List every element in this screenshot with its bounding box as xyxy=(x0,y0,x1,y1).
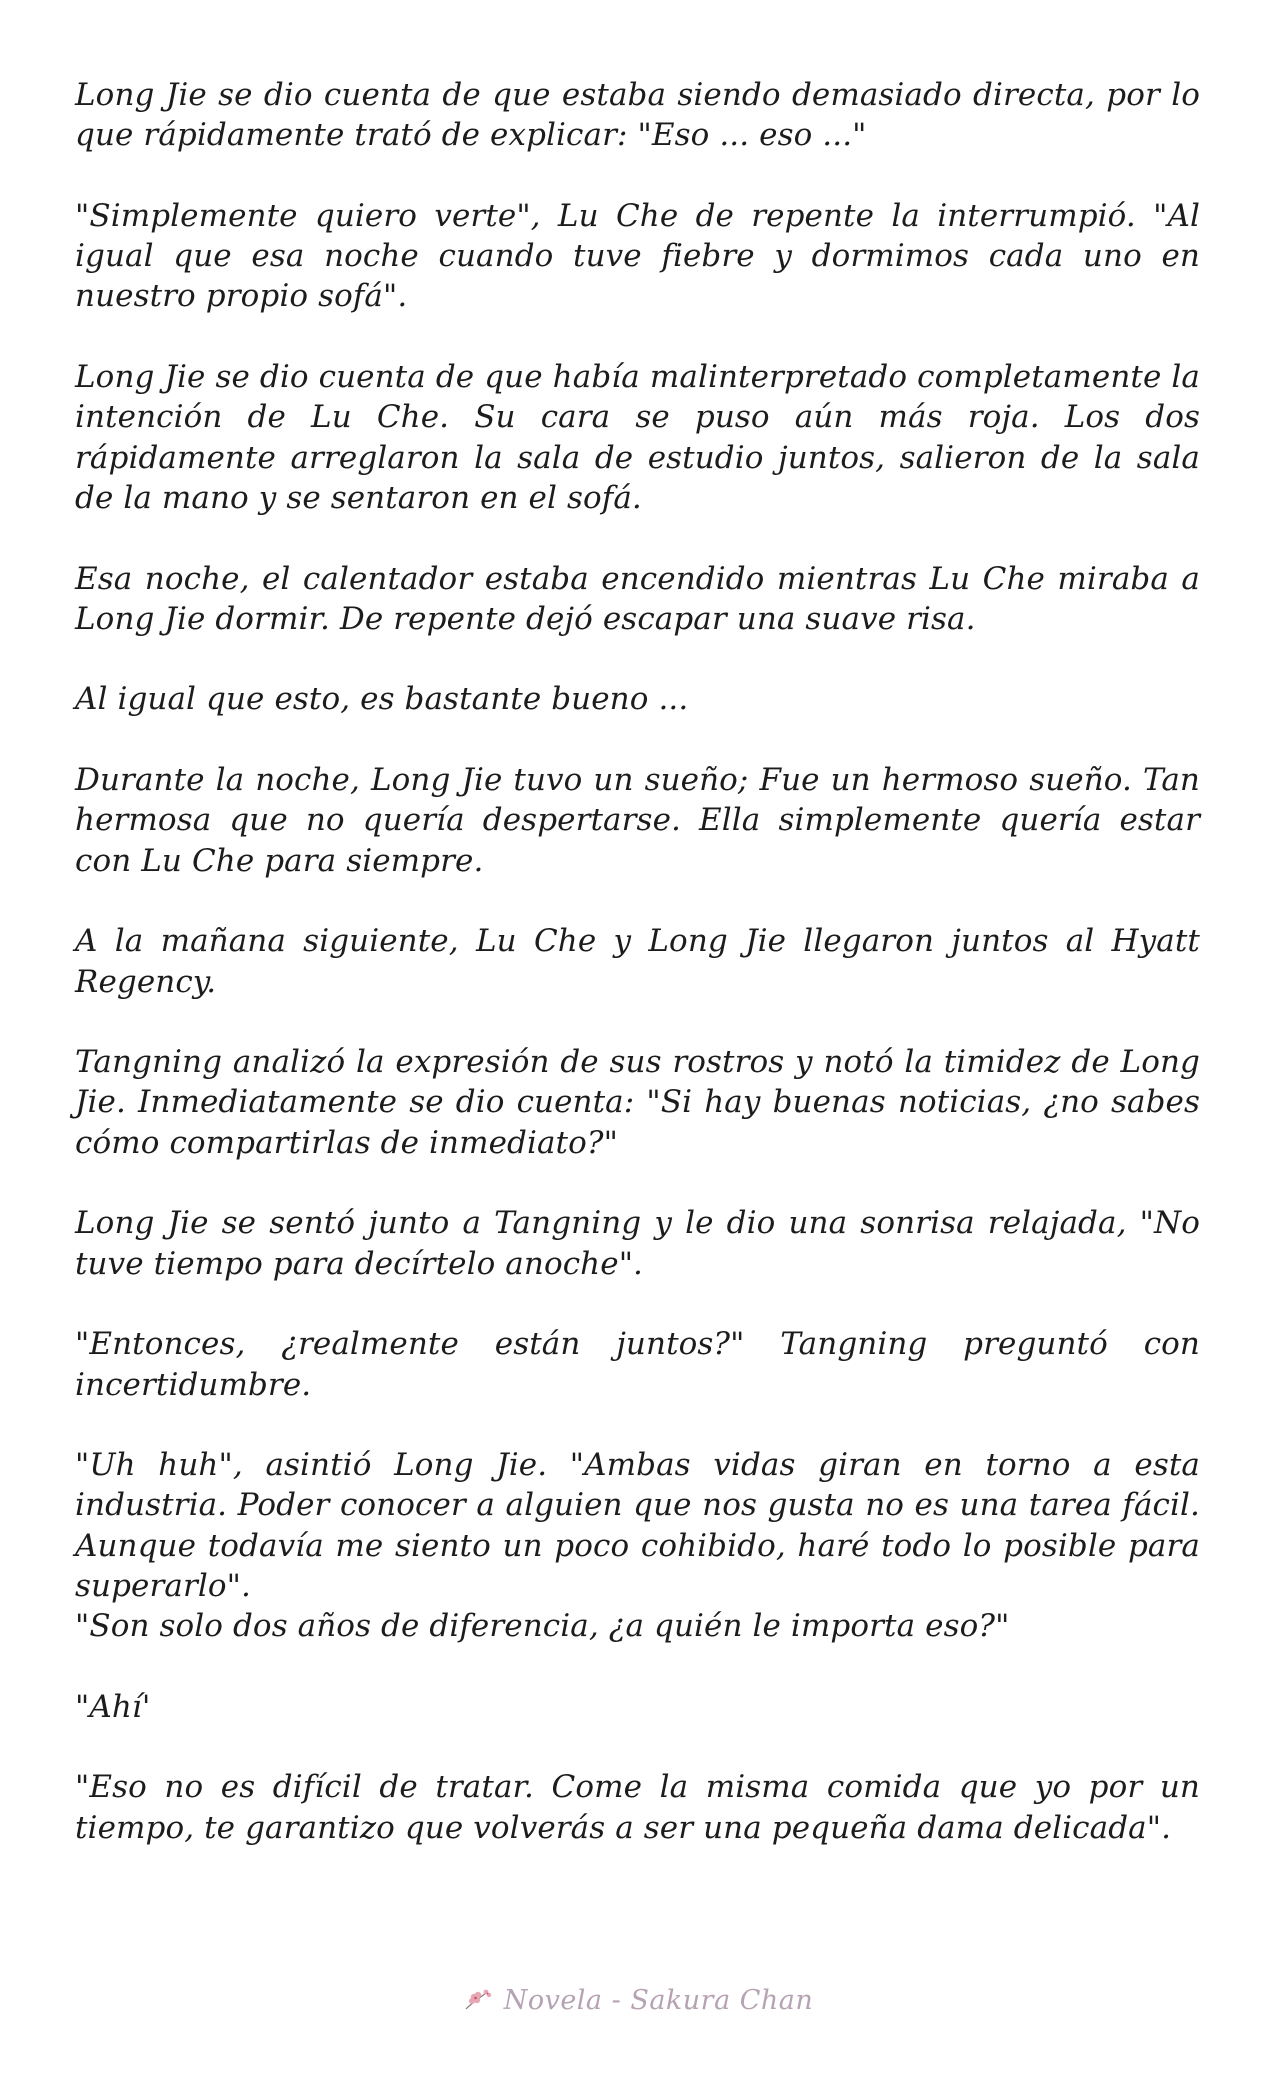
paragraph: A la mañana siguiente, Lu Che y Long Jie llegaron juntos al Hyatt Regency. xyxy=(75,923,1200,1000)
paragraph: Long Jie se sentó junto a Tangning y le dio una sonrisa relajada, "No tuve tiempo para decírtelo anoche". xyxy=(75,1205,1200,1282)
paragraph: Durante la noche, Long Jie tuvo un sueño; Fue un hermoso sueño. Tan hermosa que no quería despertarse. Ella simplemente quería estar con Lu Che para siempre. xyxy=(75,762,1200,879)
paragraph: "Simplemente quiero verte", Lu Che de repente la interrumpió. "Al igual que esa noche cuando tuve fiebre y dormimos cada uno en nuestro propio sofá". xyxy=(75,197,1200,315)
chapter-text xyxy=(75,75,1200,1888)
paragraph: Al igual que esto, es bastante bueno ... xyxy=(75,681,689,718)
paragraph: "Eso no es difícil de tratar. Come la misma comida que yo por un tiempo, te garantizo que volverás a ser una pequeña dama delicada". xyxy=(75,1769,1200,1846)
watermark-text: Novela - Sakura Chan xyxy=(503,1985,814,2016)
paragraph: Esa noche, el calentador estaba encendido mientras Lu Che miraba a Long Jie dormir. De repente dejó escapar una suave risa. xyxy=(75,560,1200,637)
paragraph: Tangning analizó la expresión de sus rostros y notó la timidez de Long Jie. Inmediatamente se dio cuenta: "Si hay buenas noticias, ¿no sabes cómo compartirlas de inmediato?" xyxy=(75,1044,1200,1161)
sakura-blossom-icon xyxy=(462,1987,496,2015)
paragraph: "Uh huh", asintió Long Jie. "Ambas vidas giran en torno a esta industria. Poder conocer a alguien que nos gusta no es una tarea fácil. Aunque todavía me siento un poco cohibido, haré todo lo posible para superarlo". xyxy=(75,1447,1200,1604)
paragraph: "Entonces, ¿realmente están juntos?" Tangning preguntó con incertidumbre. xyxy=(75,1326,1200,1403)
paragraph: Long Jie se dio cuenta de que estaba siendo demasiado directa, por lo que rápidamente trató de explicar: "Eso ... eso ..." xyxy=(75,77,1200,154)
paragraph: "Son solo dos años de diferencia, ¿a quién le importa eso?" xyxy=(75,1608,1010,1645)
paragraph: Long Jie se dio cuenta de que había malinterpretado completamente la intención de Lu Che. Su cara se puso aún más roja. Los dos rápidamente arreglaron la sala de estudio juntos, salieron de la sala de la mano y se sentaron en el sofá. xyxy=(75,359,1200,516)
paragraph: "Ahí' xyxy=(75,1688,151,1725)
watermark xyxy=(0,1985,1275,2016)
